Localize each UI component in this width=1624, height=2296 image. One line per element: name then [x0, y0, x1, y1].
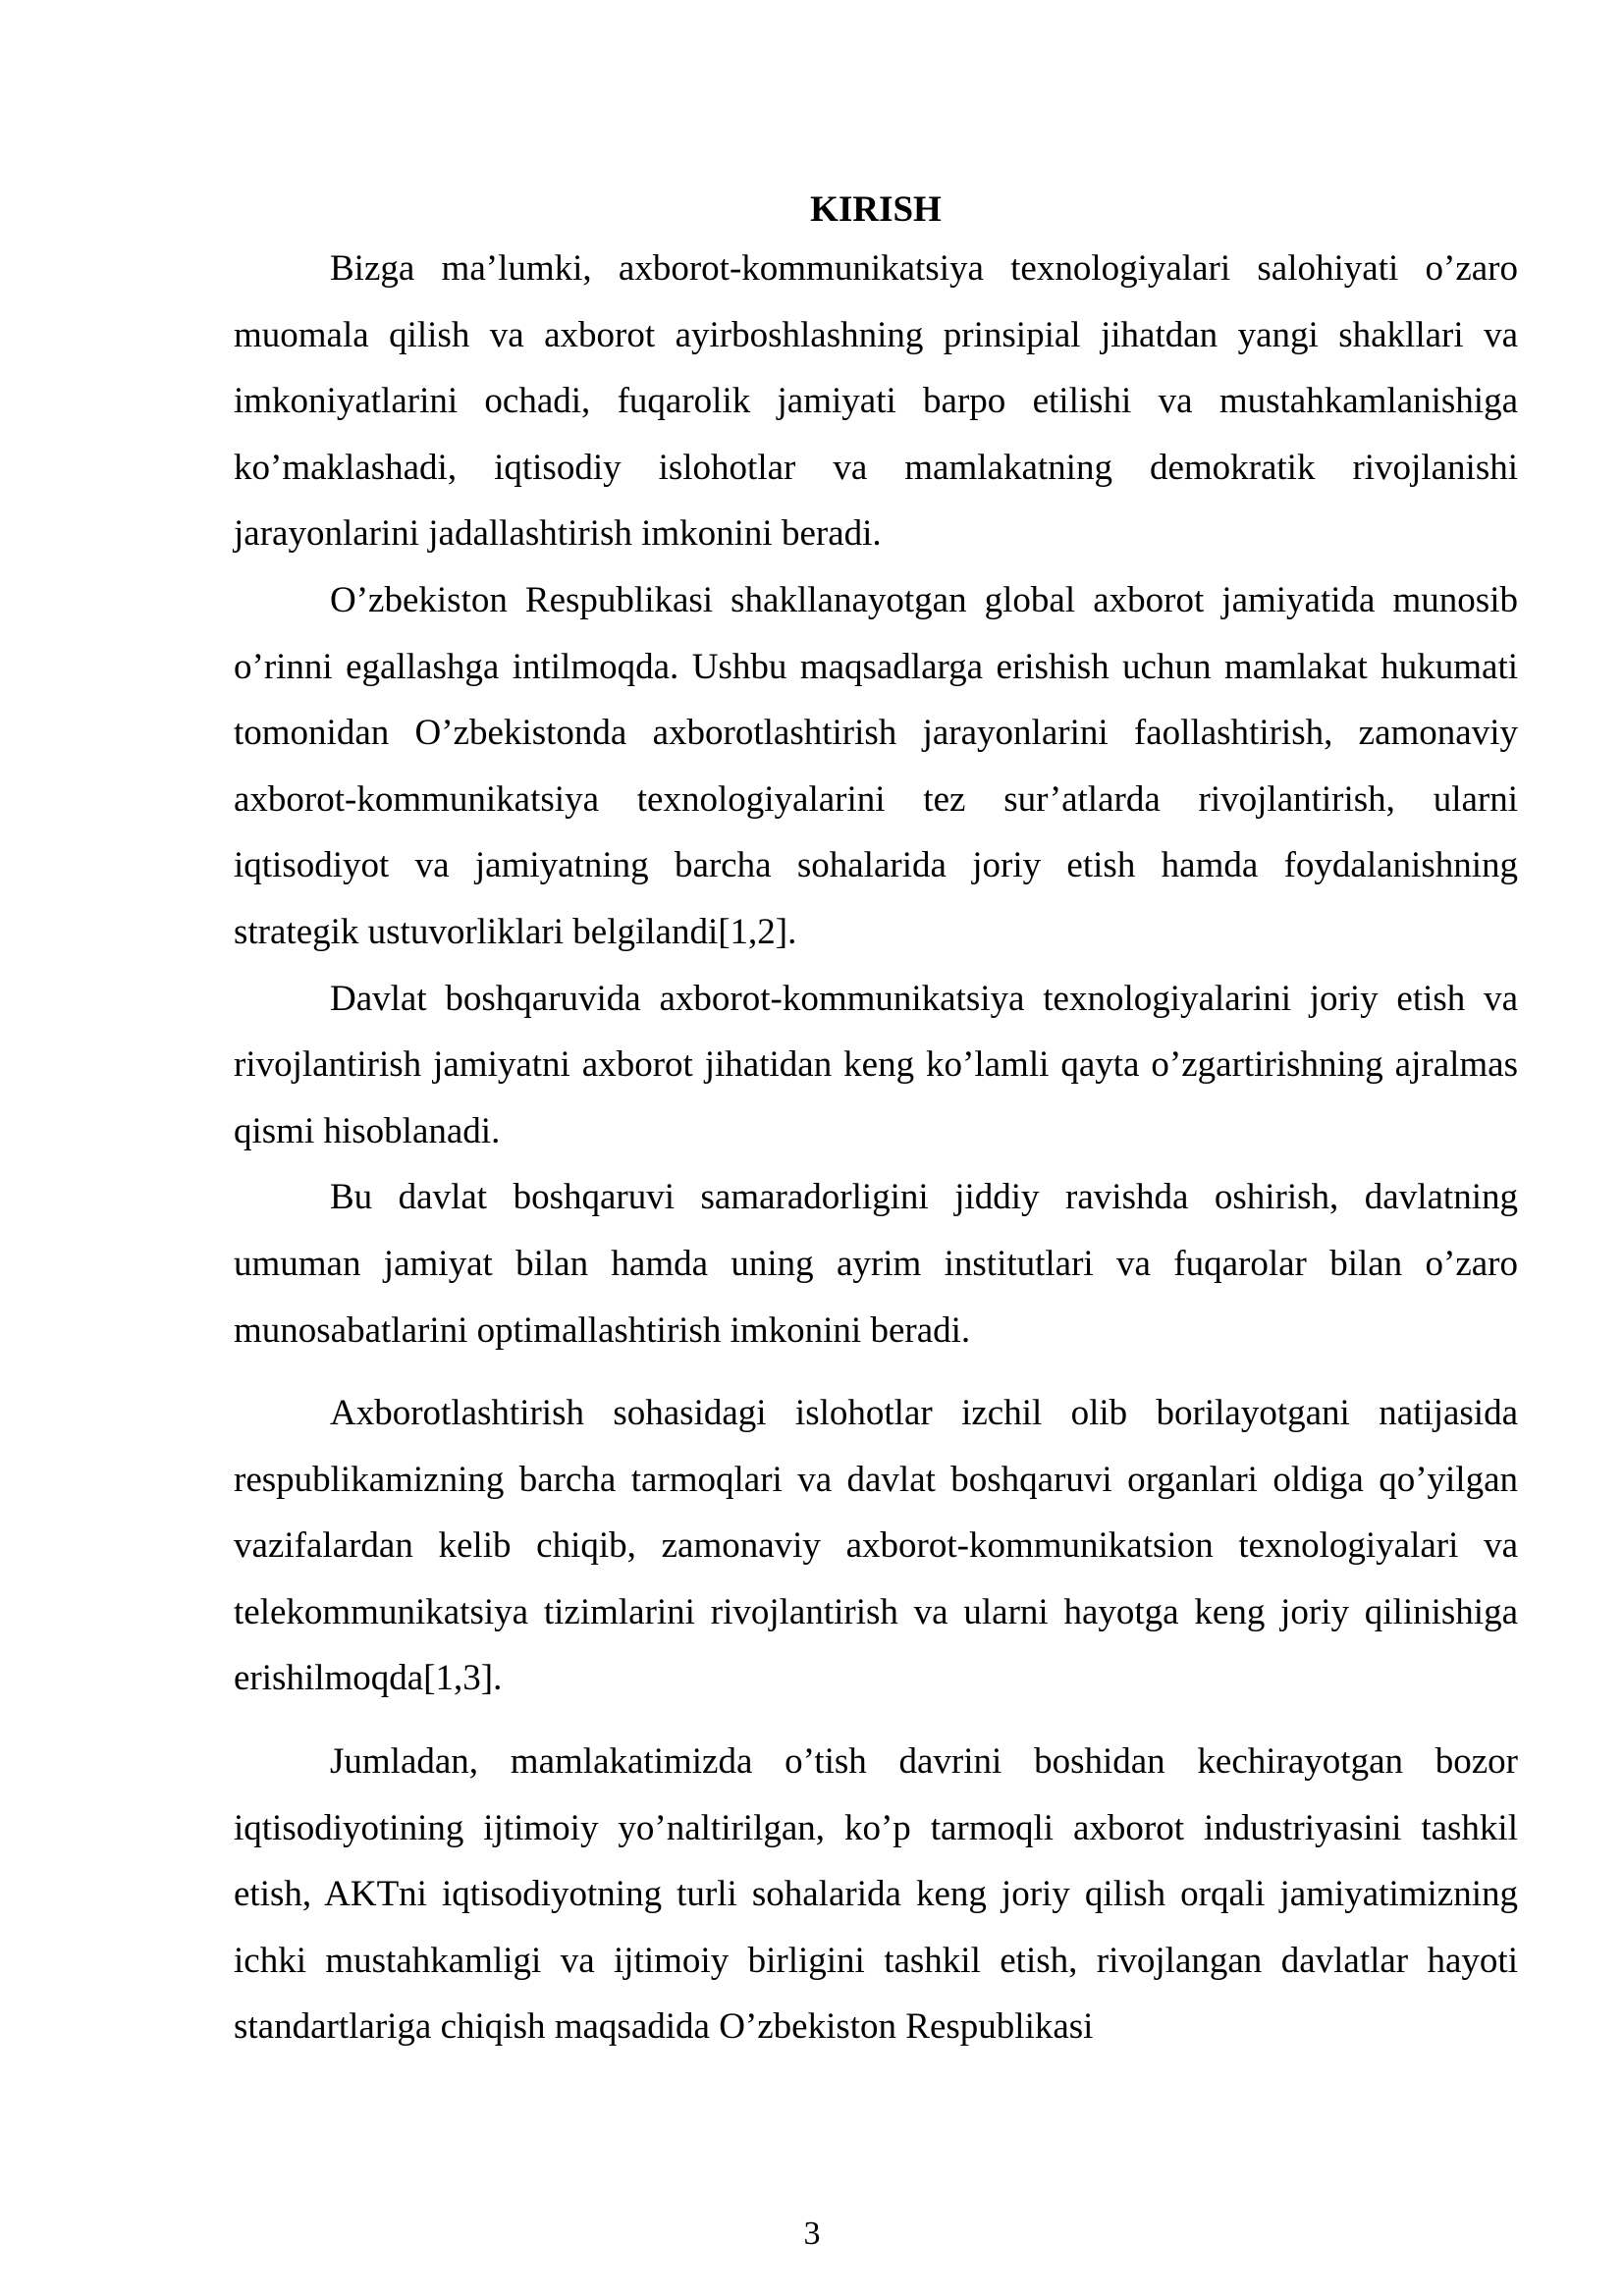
page-number: 3: [803, 2216, 821, 2252]
paragraph-3: Davlat boshqaruvida axborot-kommunikatsiya texnologiyalarini joriy etish va rivojlantirish jamiyatni axborot jihatidan keng ko’lamli qayta o’zgartirishning ajralmas qismi hisoblanadi.: [234, 978, 1518, 1151]
paragraph-4: Bu davlat boshqaruvi samaradorligini jiddiy ravishda oshirish, davlatning umuman jamiyat bilan hamda uning ayrim institutlari va fuqarolar bilan o’zaro munosabatlarini optimallashtirish imkonini beradi.: [234, 1177, 1518, 1351]
page-content: [234, 185, 1518, 2060]
paragraph-2: O’zbekiston Respublikasi shakllanayotgan global axborot jamiyatida munosib o’rinni egallashga intilmoqda. Ushbu maqsadlarga erishish uchun mamlakat hukumati tomonidan O’zbekistonda axborotlashtirish jarayonlarini faollashtirish, zamonaviy axborot-kommunikatsiya texnologiyalarini tez sur’atlarda rivojlantirish, ularni iqtisodiyot va jamiyatning barcha sohalarida joriy etish hamda foydalanishning strategik ustuvorliklari belgilandi[1,2].: [234, 579, 1518, 952]
paragraph-1: Bizga ma’lumki, axborot-kommunikatsiya texnologiyalari salohiyati o’zaro muomala qilish va axborot ayirboshlashning prinsipial jihatdan yangi shakllari va imkoniyatlarini ochadi, fuqarolik jamiyati barpo etilishi va mustahkamlanishiga ko’maklashadi, iqtisodiy islohotlar va mamlakatning demokratik rivojlanishi jarayonlarini jadallashtirish imkonini beradi.: [234, 248, 1518, 555]
paragraph-6: Jumladan, mamlakatimizda o’tish davrini boshidan kechirayotgan bozor iqtisodiyotining ijtimoiy yo’naltirilgan, ko’p tarmoqli axborot industriyasini tashkil etish, AKTni iqtisodiyotning turli sohalarida keng joriy qilish orqali jamiyatimizning ichki mustahkamligi va ijtimoiy birligini tashkil etish, rivojlangan davlatlar hayoti standartlariga chiqish maqsadida O’zbekiston Respublikasi: [234, 1741, 1518, 2048]
section-title: KIRISH: [810, 189, 942, 230]
paragraph-5: Axborotlashtirish sohasidagi islohotlar izchil olib borilayotgani natijasida respublikamizning barcha tarmoqlari va davlat boshqaruvi organlari oldiga qo’yilgan vazifalardan kelib chiqib, zamonaviy axborot-kommunikatsion texnologiyalari va telekommunikatsiya tizimlarini rivojlantirish va ularni hayotga keng joriy qilinishiga erishilmoqda[1,3].: [234, 1393, 1518, 1699]
